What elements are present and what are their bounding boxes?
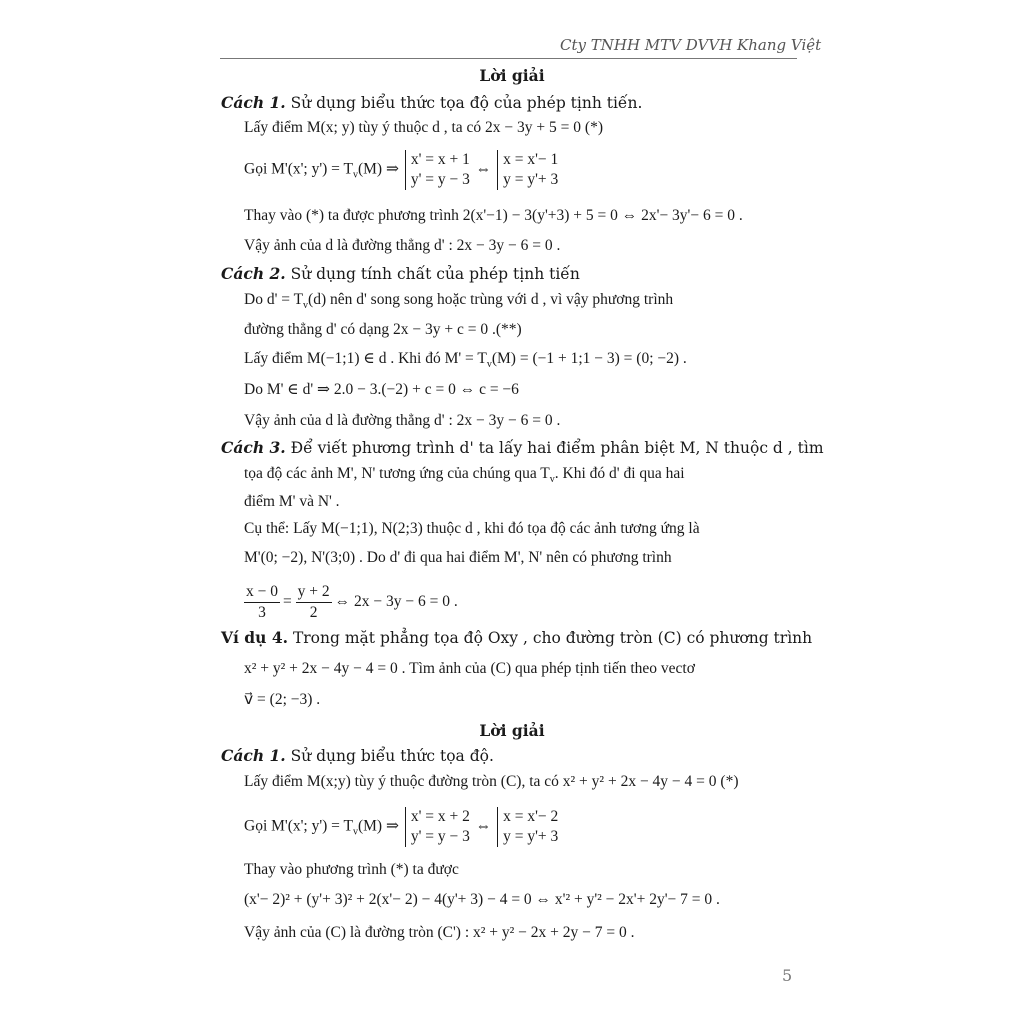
method-3-line-2: tọa độ các ảnh M', N' tương ứng của chúng qua $T_v$. Khi đó d' đi qua hai bbox=[244, 465, 685, 486]
method-3-fraction-equation: $\frac{x - 0}{3}$ = $\frac{y + 2}{2}$ ⇔ 2x − 3y − 6 = 0 . bbox=[246, 583, 458, 621]
method-2-line-2: đường thẳng d' có dạng 2x − 3y + c = 0 .(**) bbox=[244, 321, 522, 338]
ex4-method-1-line-3: Thay vào phương trình (*) ta được bbox=[244, 861, 459, 878]
method-1-line-1: Lấy điểm M(x; y) tùy ý thuộc d , ta có 2x − 3y + 5 = 0 (*) bbox=[244, 119, 603, 136]
page-number: 5 bbox=[782, 966, 793, 985]
solution-title-2: Lời giải bbox=[479, 721, 545, 740]
method-3-line-4: Cụ thể: Lấy M(−1;1), N(2;3) thuộc d , khi đó tọa độ các ảnh tương ứng là bbox=[244, 520, 700, 537]
running-header: Cty TNHH MTV DVVH Khang Việt bbox=[560, 36, 822, 54]
method-2-heading: Cách 2. Sử dụng tính chất của phép tịnh tiến bbox=[221, 264, 580, 283]
method-2-line-3: Lấy điểm M(−1;1) ∈ d . Khi đó $M' = T_v(M) = (-1$ + 1;1 − 3) = (0; −2) . bbox=[244, 350, 687, 371]
ex4-method-1-line-4: (x'− 2)² + (y'+ 3)² + 2(x'− 2) − 4(y'+ 3) − 4 = 0 ⇔ x'² + y'² − 2x'+ 2y'− 7 = 0 . bbox=[244, 891, 720, 908]
example-4-line-1: Ví dụ 4. Trong mặt phẳng tọa độ Oxy , cho đường tròn (C) có phương trình bbox=[221, 628, 813, 647]
method-3-line-5: M'(0; −2), N'(3;0) . Do d' đi qua hai điểm M', N' nên có phương trình bbox=[244, 549, 672, 566]
ex4-method-1-system: Gọi M'(x'; $y') = T_v(M)$ ⇒ x' = x + 2 y' = y − 3 ⇔ x = x'− 2 y = y'+ 3 bbox=[244, 808, 559, 845]
method-1-system: Gọi M'(x'; $y') = T_v(M)$ ⇒ x' = x + 1 y' = y − 3 ⇔ x = x'− 1 y = y'+ 3 bbox=[244, 151, 559, 188]
method-2-line-5: Vậy ảnh của d là đường thẳng d' : 2x − 3y − 6 = 0 . bbox=[244, 412, 561, 429]
ex4-method-1-line-1: Lấy điểm M(x;y) tùy ý thuộc đường tròn (C), ta có x² + y² + 2x − 4y − 4 = 0 (*) bbox=[244, 773, 739, 790]
solution-title: Lời giải bbox=[479, 66, 545, 85]
method-3-line-3: điểm M' và N' . bbox=[244, 493, 340, 510]
example-4-line-2: x² + y² + 2x − 4y − 4 = 0 . Tìm ảnh của (C) qua phép tịnh tiến theo vectơ bbox=[244, 660, 695, 677]
method-2-line-4: Do M' ∈ d' ⇒ 2.0 − 3.(−2) + c = 0 ⇔ c = −6 bbox=[244, 381, 519, 398]
example-4-line-3: v⃗ = (2; −3) . bbox=[244, 691, 321, 708]
method-1-line-4: Vậy ảnh của d là đường thẳng d' : 2x − 3y − 6 = 0 . bbox=[244, 237, 561, 254]
method-2-line-1: Do $d' = T_v(d)$ nên d' song song hoặc trùng với d , vì vậy phương trình bbox=[244, 291, 674, 312]
ex4-method-1-heading: Cách 1. Sử dụng biểu thức tọa độ. bbox=[221, 746, 494, 765]
method-3-line-1: Cách 3. Để viết phương trình d' ta lấy hai điểm phân biệt M, N thuộc d , tìm bbox=[221, 438, 824, 457]
header-rule bbox=[220, 58, 797, 59]
method-1-heading: Cách 1. Sử dụng biểu thức tọa độ của phép tịnh tiến. bbox=[221, 93, 643, 112]
method-1-line-3: Thay vào (*) ta được phương trình 2(x'−1) − 3(y'+3) + 5 = 0 ⇔ 2x'− 3y'− 6 = 0 . bbox=[244, 207, 743, 224]
ex4-method-1-line-5: Vậy ảnh của (C) là đường tròn (C') : x² + y² − 2x + 2y − 7 = 0 . bbox=[244, 924, 635, 941]
